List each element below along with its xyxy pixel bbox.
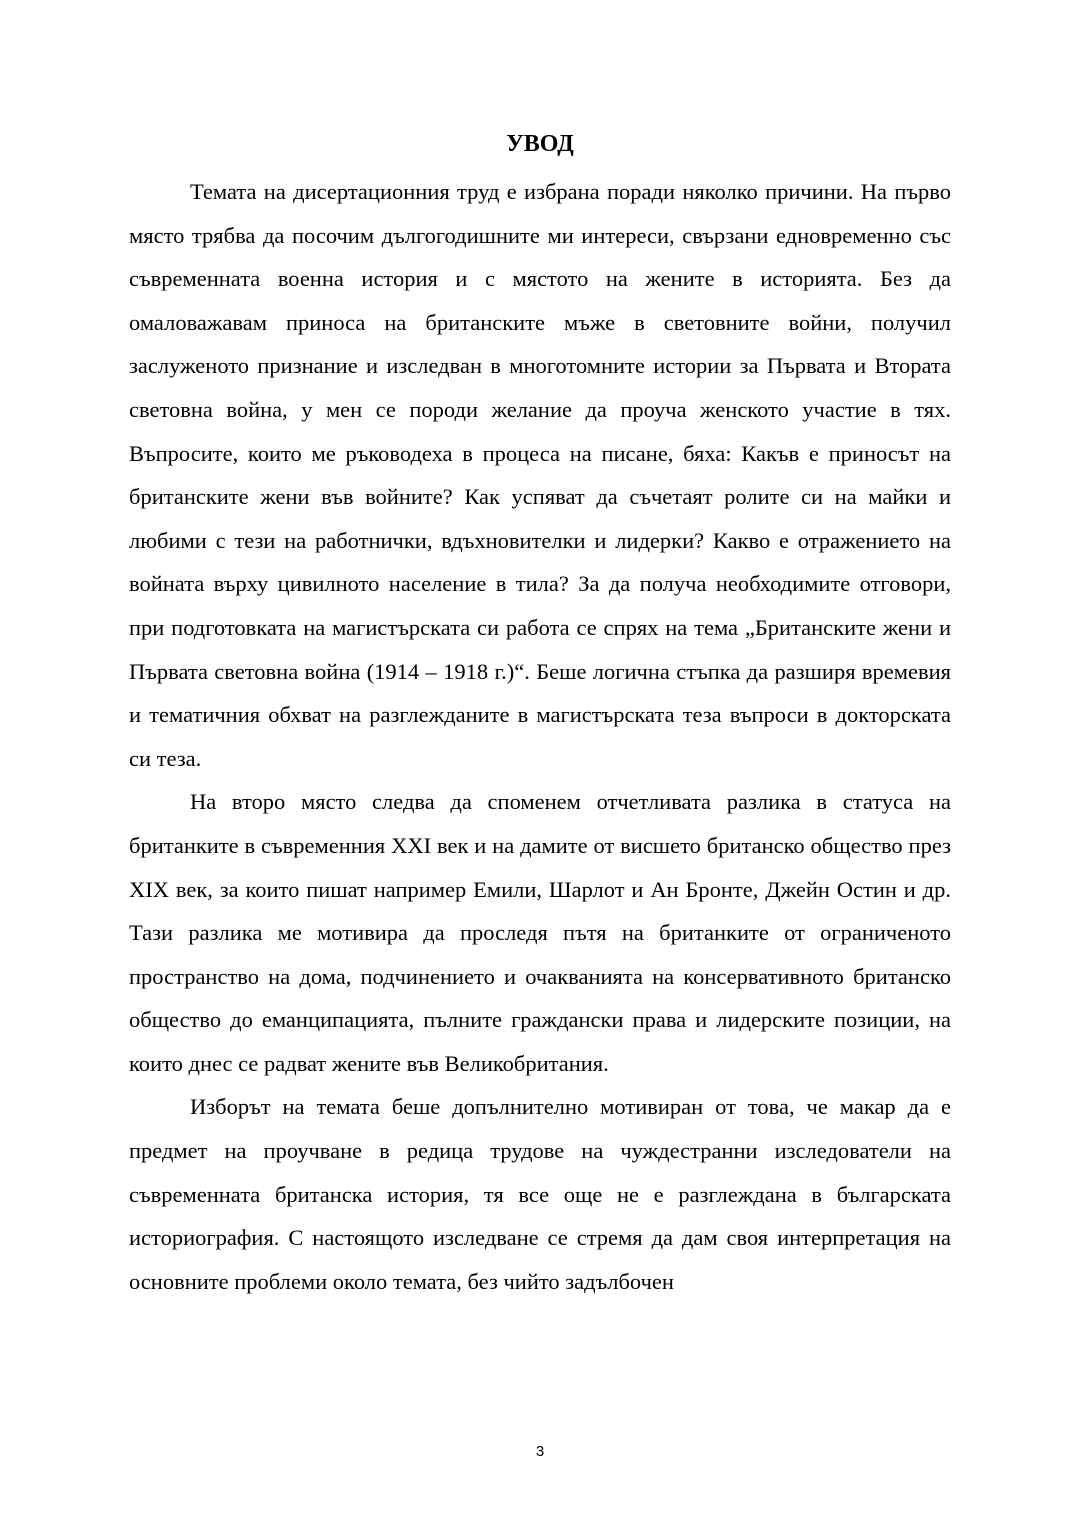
page-title: УВОД [506, 131, 574, 157]
paragraph-1: Темата на дисертационния труд е избрана поради няколко причини. На първо място трябва да посочим дългогодишните ми интереси, свързани едновременно със съвременната военна история и с мястото на жените в историята. Без да омаловажавам приноса на британските мъже в световните войни, получил заслуженото признание и изследван в многотомните истории за Първата и Втората световна война, у мен се породи желание да проуча женското участие в тях. Въпросите, които ме ръководеха в процеса на писане, бяха: Какъв е приносът на британските жени във войните? Как успяват да съчетаят ролите си на майки и любими с тези на работнички, вдъхновителки и лидерки? Какво е отражението на войната върху цивилното население в тила? За да получа необходимите отговори, при подготовката на магистърската си работа се спрях на тема „Британските жени и Първата световна война (1914 – 1918 г.)“. Беше логична стъпка да разширя времевия и тематичния обхват на разглежданите в магистърската теза въпроси в докторската си теза. [129, 179, 951, 771]
paragraph-3: Изборът на темата беше допълнително мотивиран от това, че макар да е предмет на проучване в редица трудове на чуждестранни изследователи на съвременната британска история, тя все още не е разглеждана в българската историография. С настоящото изследване се стремя да дам своя интерпретация на основните проблеми около темата, без чийто задълбочен [129, 1094, 951, 1294]
page-number: 3 [535, 1443, 545, 1460]
paragraph-2: На второ място следва да споменем отчетливата разлика в статуса на британките в съвременния XXI век и на дамите от висшето британско общество през XIX век, за които пишат например Емили, Шарлот и Ан Бронте, Джейн Остин и др. Тази разлика ме мотивира да проследя пътя на британките от ограниченото пространство на дома, подчинението и очакванията на консервативното британско общество до еманципацията, пълните граждански права и лидерските позиции, на които днес се радват жените във Великобритания. [129, 789, 951, 1076]
body-text [129, 170, 951, 1303]
